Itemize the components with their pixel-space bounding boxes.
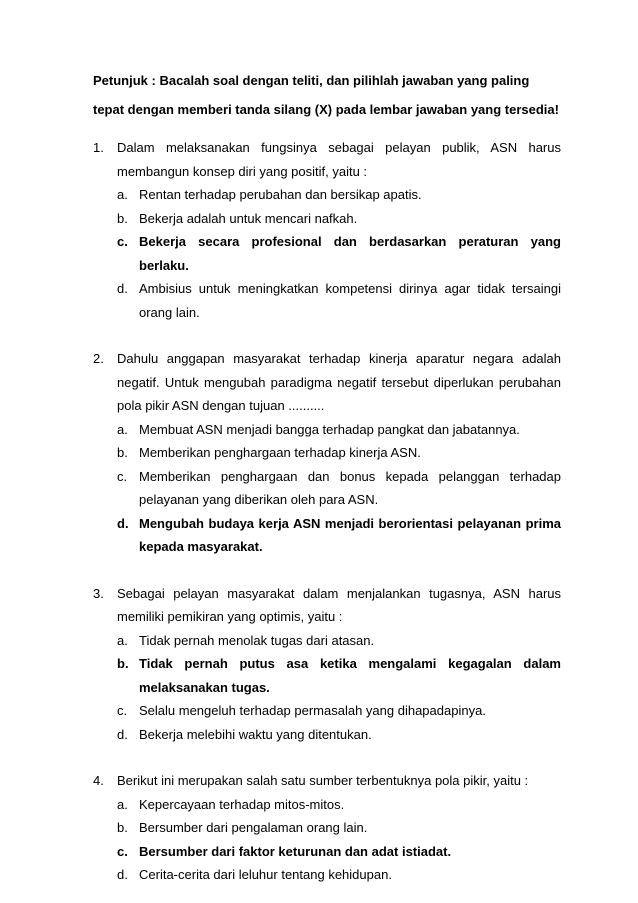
answer-option [93, 816, 561, 840]
answer-option [93, 230, 561, 277]
option-text: Bekerja secara profesional dan berdasarkan peraturan yang berlaku. [139, 234, 561, 273]
answer-option [93, 793, 561, 817]
option-letter: a. [117, 187, 128, 202]
question-3 [93, 582, 561, 747]
option-letter: c. [117, 843, 128, 859]
question-1 [93, 136, 561, 324]
question-number: 1. [93, 140, 104, 155]
option-text: Tidak pernah putus asa ketika mengalami kegagalan dalam melaksanakan tugas. [139, 656, 561, 695]
instructions-text: Petunjuk : Bacalah soal dengan teliti, dan pilihlah jawaban yang paling tepat dengan memberi tanda silang (X) pada lembar jawaban yang tersedia! [93, 73, 559, 117]
question-text: Dahulu anggapan masyarakat terhadap kinerja aparatur negara adalah negatif. Untuk mengubah paradigma negatif tersebut diperlukan perubahan pola pikir ASN dengan tujuan .......... [117, 351, 561, 413]
question-number: 2. [93, 351, 104, 366]
question-number: 3. [93, 585, 104, 601]
question-text: Berikut ini merupakan salah satu sumber terbentuknya pola pikir, yaitu : [117, 773, 529, 788]
option-text: Bekerja adalah untuk mencari nafkah. [139, 210, 358, 226]
option-letter: a. [117, 632, 128, 648]
option-letter: d. [117, 515, 129, 531]
answer-option [93, 652, 561, 699]
option-letter: c. [117, 703, 128, 718]
question-stem [93, 347, 561, 418]
question-list [93, 136, 561, 887]
answer-option [93, 441, 561, 465]
answer-option [93, 699, 561, 723]
option-letter: a. [117, 421, 128, 437]
answer-option [93, 465, 561, 512]
answer-option [93, 723, 561, 747]
answer-option [93, 207, 561, 231]
option-letter: b. [117, 445, 128, 460]
option-letter: d. [117, 867, 128, 882]
answer-option [93, 512, 561, 559]
option-text: Mengubah budaya kerja ASN menjadi berorientasi pelayanan prima kepada masyarakat. [139, 515, 561, 554]
answer-option [93, 863, 561, 887]
question-text: Dalam melaksanakan fungsinya sebagai pelayan publik, ASN harus membangun konsep diri yang positif, yaitu : [117, 140, 561, 179]
option-letter: a. [117, 796, 128, 812]
option-text: Bersumber dari faktor keturunan dan adat istiadat. [139, 843, 452, 859]
option-text: Membuat ASN menjadi bangga terhadap pangkat dan jabatannya. [139, 421, 520, 437]
answer-option [93, 183, 561, 207]
question-stem [93, 136, 561, 183]
option-text: Memberikan penghargaan dan bonus kepada pelanggan terhadap pelayanan yang diberikan oleh para ASN. [139, 468, 561, 507]
option-text: Cerita-cerita dari leluhur tentang kehidupan. [139, 867, 392, 882]
option-text: Rentan terhadap perubahan dan bersikap apatis. [139, 187, 422, 202]
question-4 [93, 769, 561, 887]
question-stem [93, 582, 561, 629]
option-text: Memberikan penghargaan terhadap kinerja ASN. [139, 445, 421, 460]
option-letter: b. [117, 210, 128, 226]
question-2 [93, 347, 561, 559]
answer-option [93, 629, 561, 653]
option-letter: c. [117, 468, 128, 484]
question-stem [93, 769, 561, 793]
option-text: Ambisius untuk meningkatkan kompetensi dirinya agar tidak tersaingi orang lain. [139, 281, 561, 320]
answer-option [93, 840, 561, 864]
option-letter: b. [117, 820, 128, 835]
answer-option [93, 277, 561, 324]
option-letter: b. [117, 656, 129, 671]
option-text: Bekerja melebihi waktu yang ditentukan. [139, 726, 372, 742]
question-number: 4. [93, 773, 104, 788]
option-letter: d. [117, 726, 128, 742]
option-text: Bersumber dari pengalaman orang lain. [139, 820, 368, 835]
option-text: Tidak pernah menolak tugas dari atasan. [139, 632, 375, 648]
option-text: Selalu mengeluh terhadap permasalah yang dihapadapinya. [139, 703, 486, 718]
option-letter: d. [117, 281, 128, 296]
option-text: Kepercayaan terhadap mitos-mitos. [139, 796, 345, 812]
answer-option [93, 418, 561, 442]
option-letter: c. [117, 234, 128, 249]
question-text: Sebagai pelayan masyarakat dalam menjalankan tugasnya, ASN harus memiliki pemikiran yang optimis, yaitu : [117, 585, 561, 624]
